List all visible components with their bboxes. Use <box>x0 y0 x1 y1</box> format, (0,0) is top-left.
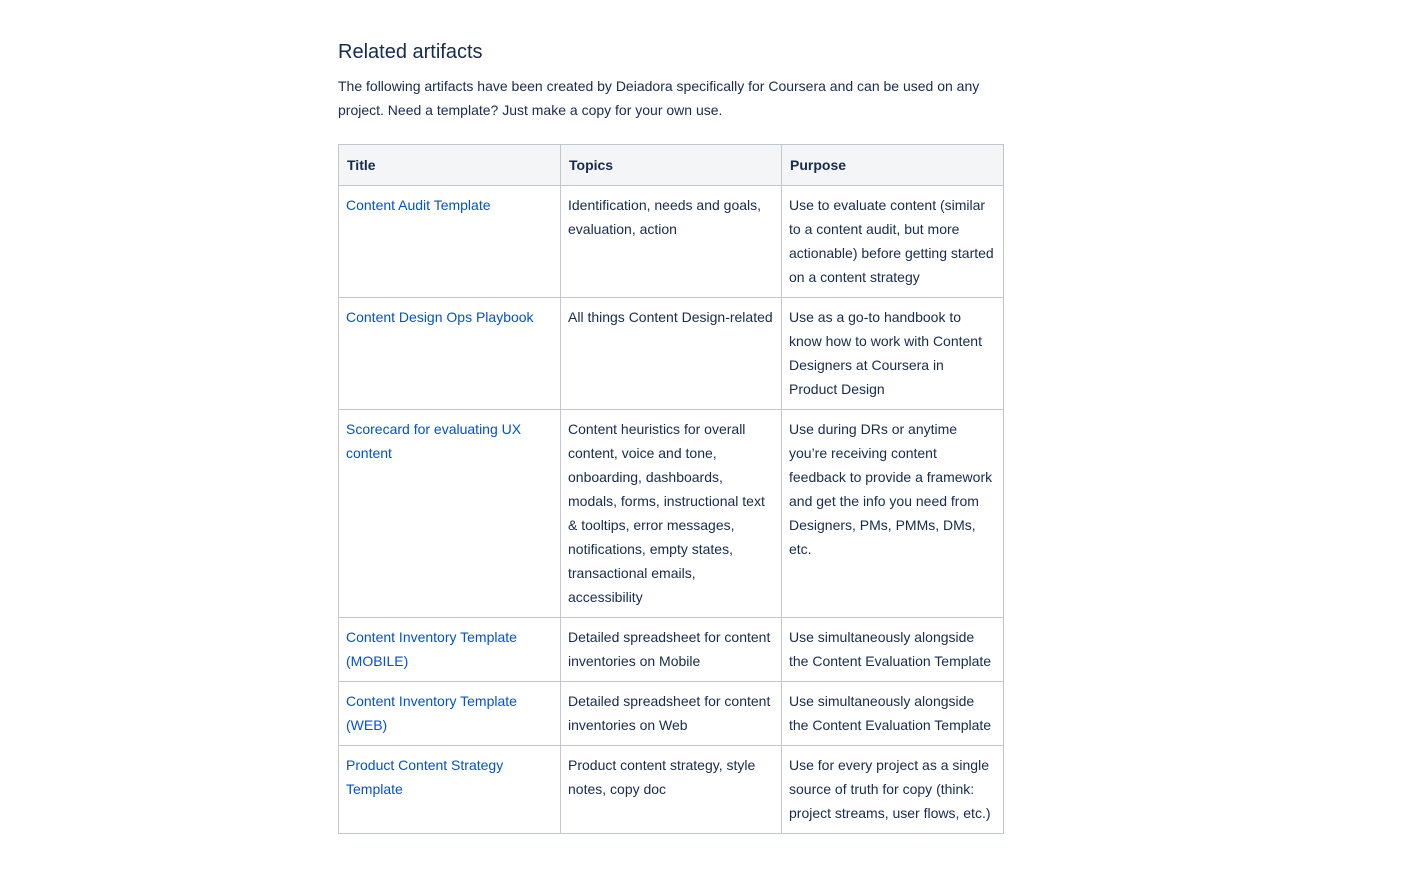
topics-cell: Identification, needs and goals, evaluation, action <box>561 186 782 298</box>
artifact-link-scorecard-ux-content[interactable]: Scorecard for evaluating UX content <box>346 421 522 461</box>
column-header-topics: Topics <box>561 145 782 186</box>
table-row <box>339 186 1004 298</box>
table-row <box>339 618 1004 682</box>
artifact-link-product-content-strategy[interactable]: Product Content Strategy Template <box>346 757 504 797</box>
topics-cell: Detailed spreadsheet for content inventories on Web <box>561 682 782 746</box>
topics-cell: Content heuristics for overall content, voice and tone, onboarding, dashboards, modals, forms, instructional text & tooltips, error messages, notifications, empty states, transactional emails, accessibility <box>561 410 782 618</box>
table-row <box>339 746 1004 834</box>
artifacts-table <box>338 144 1004 834</box>
artifact-link-content-inventory-web[interactable]: Content Inventory Template (WEB) <box>346 693 517 733</box>
title-cell <box>339 746 561 834</box>
artifact-link-content-design-ops-playbook[interactable]: Content Design Ops Playbook <box>346 309 534 325</box>
table-row <box>339 298 1004 410</box>
section-intro: The following artifacts have been created by Deiadora specifically for Coursera and can be used on any project. Need a template? Just make a copy for your own use. <box>338 78 980 118</box>
purpose-cell: Use simultaneously alongside the Content Evaluation Template <box>782 682 1004 746</box>
title-cell <box>339 618 561 682</box>
purpose-cell: Use during DRs or anytime you’re receiving content feedback to provide a framework and get the info you need from Designers, PMs, PMMs, DMs, etc. <box>782 410 1004 618</box>
title-cell <box>339 186 561 298</box>
column-header-purpose: Purpose <box>782 145 1004 186</box>
table-row <box>339 682 1004 746</box>
topics-cell: Product content strategy, style notes, copy doc <box>561 746 782 834</box>
purpose-cell: Use as a go-to handbook to know how to work with Content Designers at Coursera in Product Design <box>782 298 1004 410</box>
title-cell <box>339 298 561 410</box>
artifact-link-content-inventory-mobile[interactable]: Content Inventory Template (MOBILE) <box>346 629 517 669</box>
purpose-cell: Use for every project as a single source of truth for copy (think: project streams, user flows, etc.) <box>782 746 1004 834</box>
title-cell <box>339 682 561 746</box>
title-cell <box>339 410 561 618</box>
table-header-row <box>339 145 1004 186</box>
column-header-title: Title <box>339 145 561 186</box>
topics-cell: All things Content Design-related <box>561 298 782 410</box>
topics-cell: Detailed spreadsheet for content inventories on Mobile <box>561 618 782 682</box>
artifact-link-content-audit-template[interactable]: Content Audit Template <box>346 197 491 213</box>
related-artifacts-section <box>338 38 1003 834</box>
section-title: Related artifacts <box>338 41 483 63</box>
table-row <box>339 410 1004 618</box>
purpose-cell: Use to evaluate content (similar to a content audit, but more actionable) before getting started on a content strategy <box>782 186 1004 298</box>
purpose-cell: Use simultaneously alongside the Content Evaluation Template <box>782 618 1004 682</box>
